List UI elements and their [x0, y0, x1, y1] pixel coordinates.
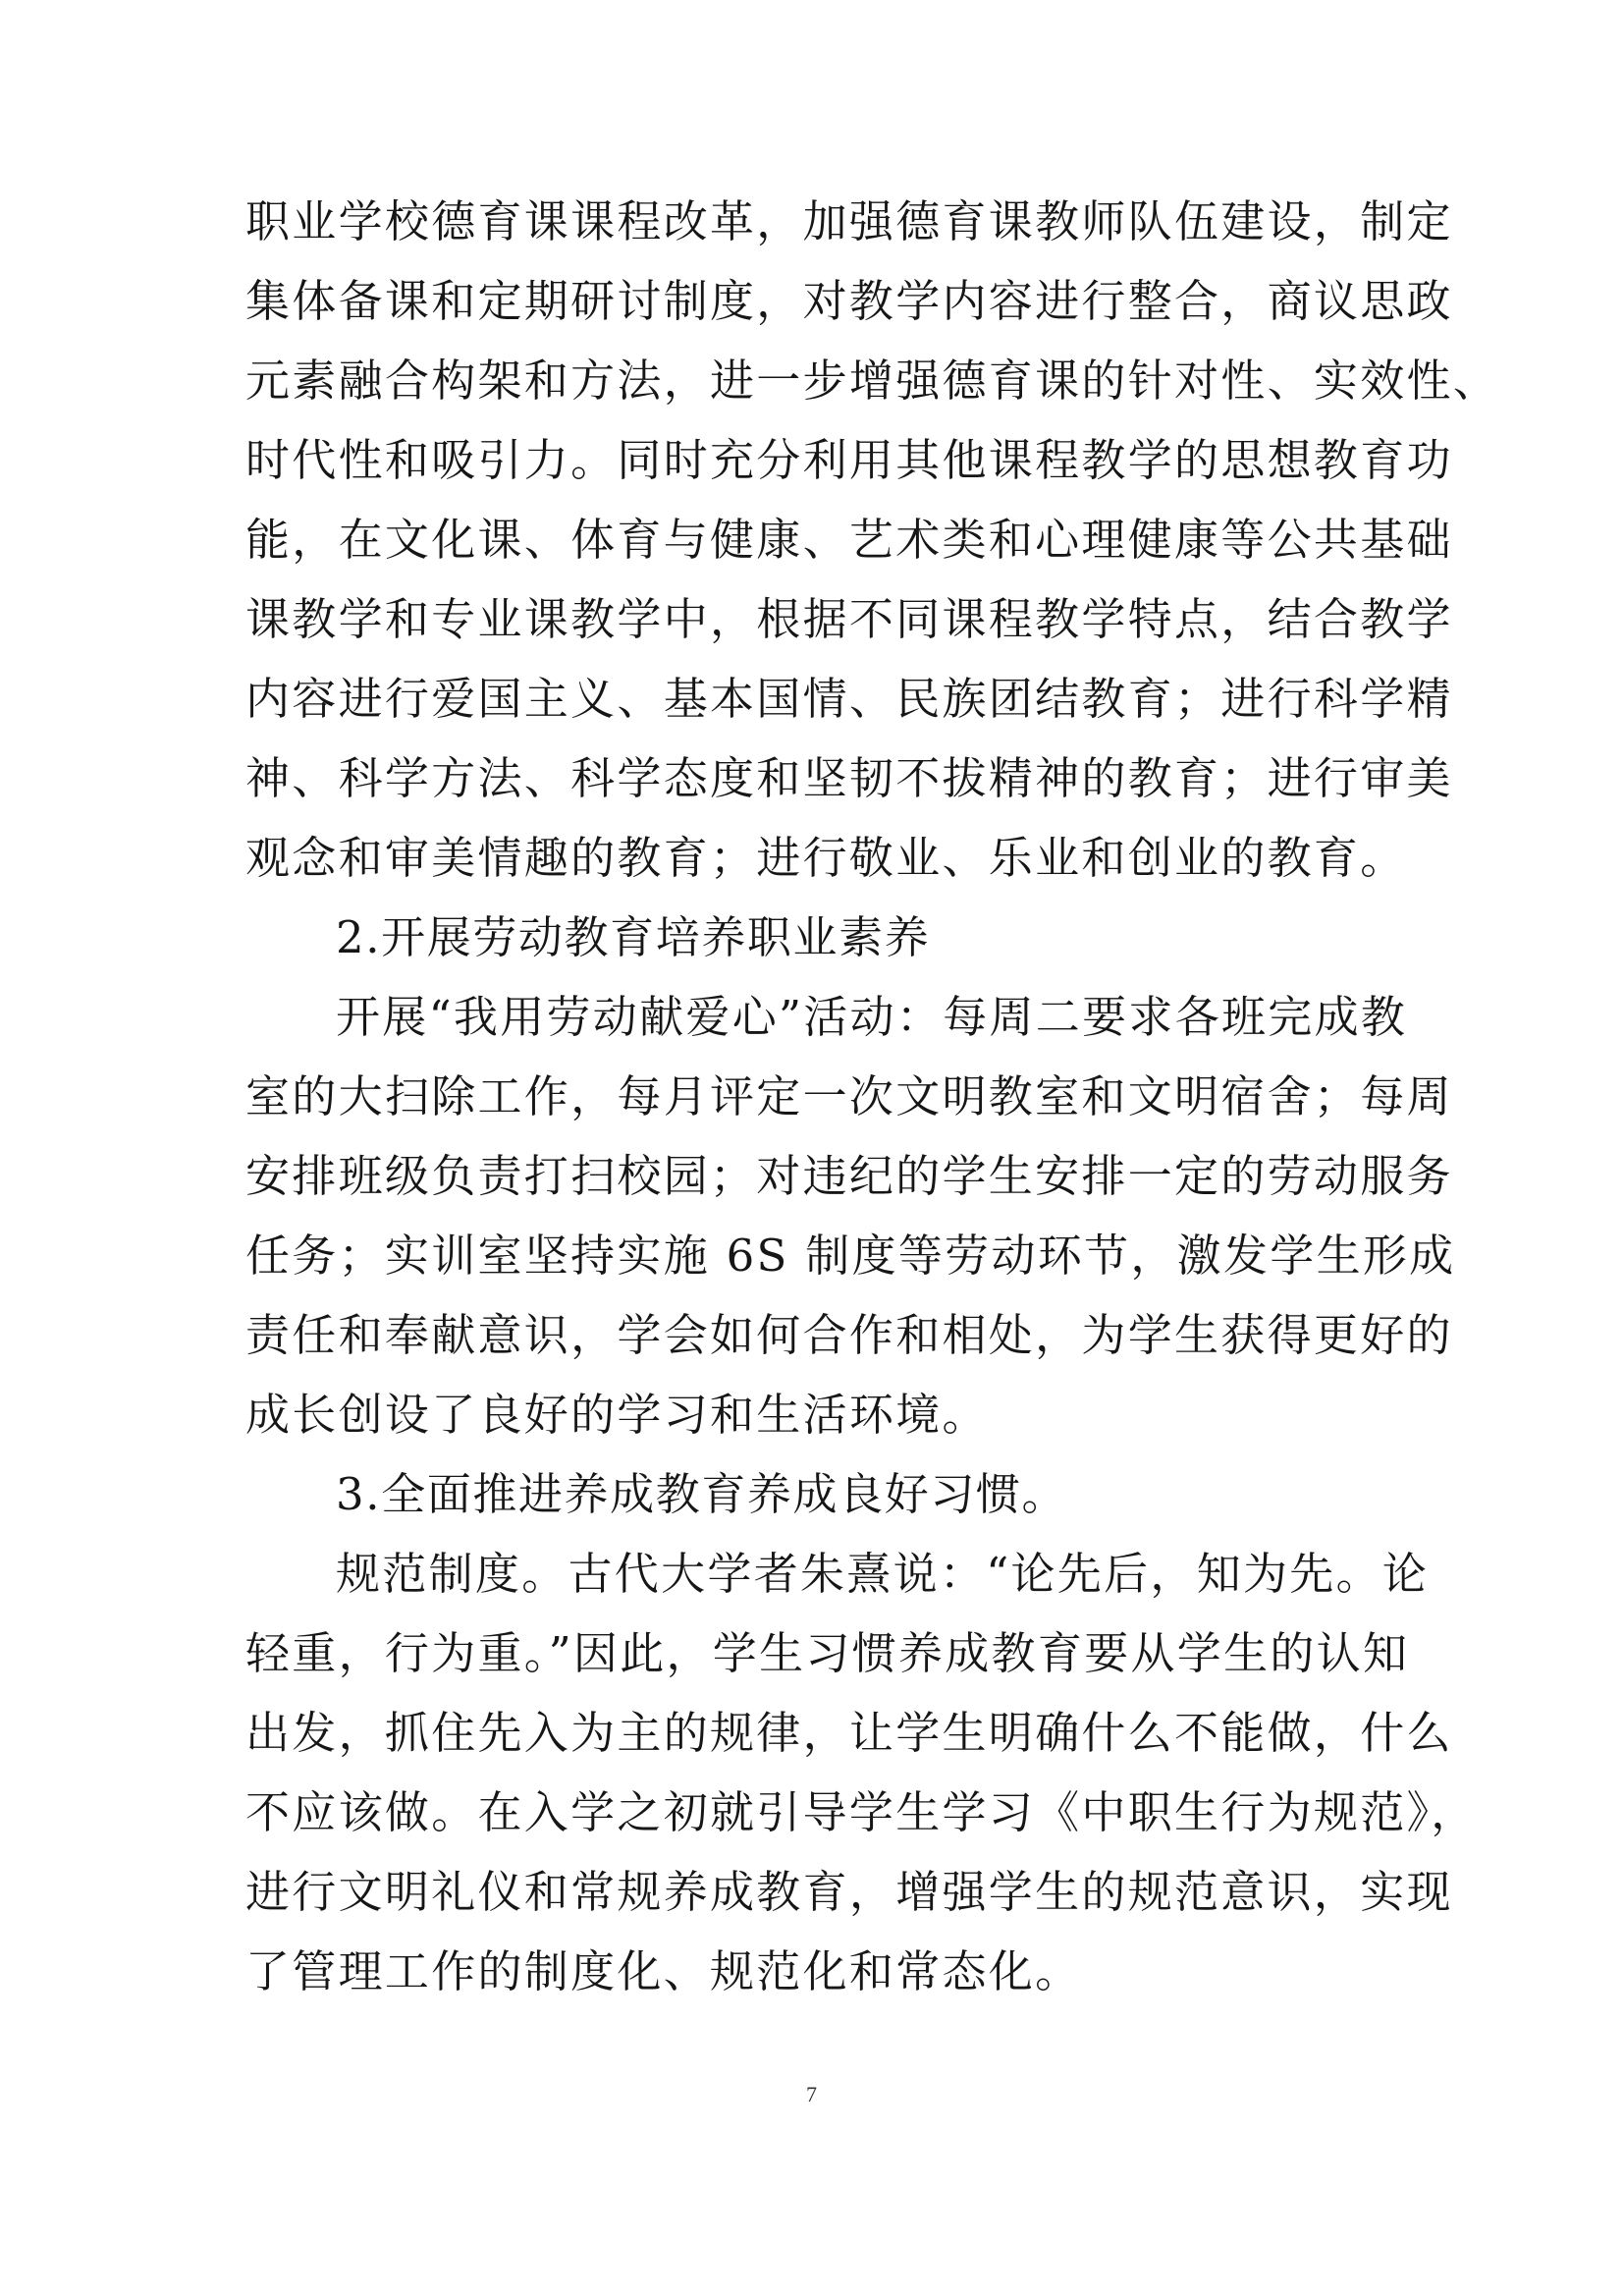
text-line: 神、科学方法、科学态度和坚韧不拔精神的教育；进行审美 [245, 752, 1453, 804]
text-line: 轻重，行为重。”因此，学生习惯养成教育要从学生的认知 [245, 1627, 1410, 1679]
text-line: 出发，抓住先入为主的规律，让学生明确什么不能做，什么 [245, 1707, 1453, 1759]
text-line: 成长创设了良好的学习和生活环境。 [245, 1389, 989, 1441]
text-line: 不应该做。在入学之初就引导学生学习《中职生行为规范》， [245, 1786, 1478, 1838]
text-line: 进行文明礼仪和常规养成教育，增强学生的规范意识，实现 [245, 1866, 1453, 1918]
text-line: 安排班级负责打扫校园；对违纪的学生安排一定的劳动服务 [245, 1150, 1453, 1202]
section-heading: 2.开展劳动教育培养职业素养 [336, 911, 931, 963]
text-line: 任务；实训室坚持实施 6S 制度等劳动环节，激发学生形成 [245, 1230, 1456, 1282]
text-line: 观念和审美情趣的教育；进行敬业、乐业和创业的教育。 [245, 832, 1407, 884]
text-line: 课教学和专业课教学中，根据不同课程教学特点，结合教学 [245, 593, 1453, 645]
paragraph-first-line: 开展“我用劳动献爱心”活动：每周二要求各班完成教 [336, 991, 1408, 1043]
text-line: 时代性和吸引力。同时充分利用其他课程教学的思想教育功 [245, 434, 1453, 486]
text-line: 责任和奉献意识，学会如何合作和相处，为学生获得更好的 [245, 1309, 1453, 1361]
page-number: 7 [806, 2082, 817, 2106]
section-heading: 3.全面推进养成教育养成良好习惯。 [336, 1468, 1068, 1520]
text-line: 了管理工作的制度化、规范化和常态化。 [245, 1945, 1082, 1997]
text-line: 集体备课和定期研讨制度，对教学内容进行整合，商议思政 [245, 275, 1453, 327]
text-line: 职业学校德育课课程改革，加强德育课教师队伍建设，制定 [245, 195, 1453, 247]
text-line: 元素融合构架和方法，进一步增强德育课的针对性、实效性、 [245, 355, 1500, 407]
paragraph-first-line: 规范制度。古代大学者朱熹说：“论先后，知为先。论 [336, 1548, 1430, 1600]
body-text [245, 182, 1500, 2011]
text-line: 能，在文化课、体育与健康、艺术类和心理健康等公共基础 [245, 514, 1453, 566]
text-line: 室的大扫除工作，每月评定一次文明教室和文明宿舍；每周 [245, 1070, 1453, 1122]
text-line: 内容进行爱国主义、基本国情、民族团结教育；进行科学精 [245, 673, 1453, 725]
